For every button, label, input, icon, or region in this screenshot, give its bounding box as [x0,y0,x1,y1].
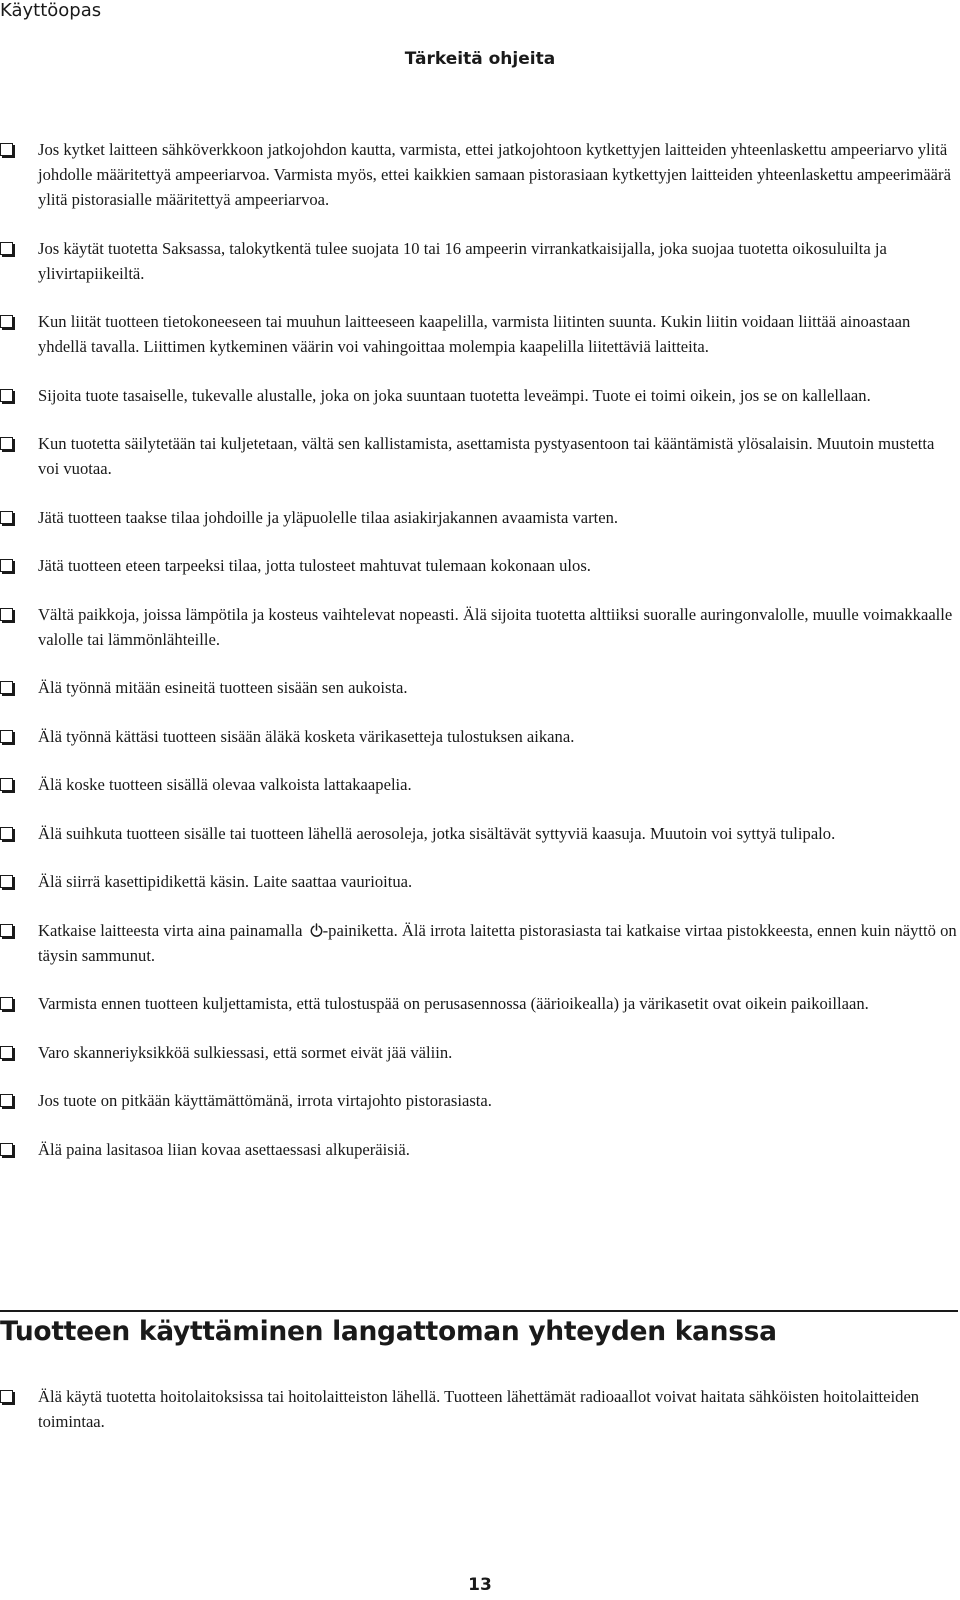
page-number: 13 [468,1575,492,1595]
list-item [0,869,960,894]
list-item [0,1040,960,1065]
wireless-instructions-list [0,1384,960,1458]
instruction-text: Vältä paikkoja, joissa lämpötila ja kosteus vaihtelevat nopeasti. Älä sijoita tuotetta alttiiksi suoralle auringonvalolle, muulle voimakkaalle valolle tai lämmönlähteille. [38,604,953,649]
power-icon [310,923,323,938]
list-item [0,431,960,481]
checkbox-bullet-icon [0,997,13,1010]
list-item [0,602,960,652]
list-item [0,821,960,846]
instruction-text: Jos tuote on pitkään käyttämättömänä, irrota virtajohto pistorasiasta. [38,1091,492,1110]
instruction-text: Varo skanneriyksikköä sulkiessasi, että sormet eivät jää väliin. [38,1042,453,1062]
checkbox-bullet-icon [0,559,13,572]
checkbox-bullet-icon [0,827,13,840]
instruction-text-after-icon: -painiketta. Älä irrota laitetta pistorasiasta tai katkaise virtaa pistokkeesta, ennen kuin näyttö on täysin sammunut. [38,920,957,965]
instruction-text: Sijoita tuote tasaiselle, tukevalle alustalle, joka on joka suuntaan tuotetta leveämpi. Tuote ei toimi oikein, jos se on kallellaan. [38,385,871,405]
instruction-text: Älä työnnä kättäsi tuotteen sisään äläkä kosketa värikasetteja tulostuksen aikana. [38,726,575,746]
instruction-text: Jos käytät tuotetta Saksassa, talokytkentä tulee suojata 10 tai 16 ampeerin virrankatkaisijalla, joka suojaa tuotetta oikosuluilta ja ylivirtapiikeiltä. [38,238,887,283]
list-item [0,1384,960,1434]
instruction-text: Varmista ennen tuotteen kuljettamista, että tulostuspää on perusasennossa (äärioikealla) ja värikasetit ovat oikein paikoillaan. [38,994,869,1013]
list-item [0,309,960,359]
instruction-text: Älä paina lasitasoa liian kovaa asettaessasi alkuperäisiä. [38,1139,410,1159]
list-item [0,553,960,578]
checkbox-bullet-icon [0,389,13,402]
instruction-text: Jätä tuotteen eteen tarpeeksi tilaa, jotta tulosteet mahtuvat tulemaan kokonaan ulos. [38,556,591,575]
checkbox-bullet-icon [0,875,13,888]
checkbox-bullet-icon [0,681,13,694]
list-item [0,724,960,749]
checkbox-bullet-icon [0,924,13,937]
checkbox-bullet-icon [0,778,13,791]
list-item [0,505,960,530]
list-item [0,1088,960,1113]
instruction-text: Älä siirrä kasettipidikettä käsin. Laite saattaa vaurioitua. [38,872,413,891]
list-item [0,1137,960,1162]
instruction-text: Älä työnnä mitään esineitä tuotteen sisään sen aukoista. [38,678,408,697]
checkbox-bullet-icon [0,1046,13,1059]
list-item [0,236,960,286]
list-item [0,137,960,212]
checkbox-bullet-icon [0,437,13,450]
checkbox-bullet-icon [0,511,13,524]
checkbox-bullet-icon [0,730,13,743]
instruction-text: Älä käytä tuotetta hoitolaitoksissa tai hoitolaitteiston lähellä. Tuotteen lähettämät radioaallot voivat haitata sähköisten hoitolaitteiden toimintaa. [38,1387,920,1431]
list-item [0,918,960,968]
instruction-text: Kun liität tuotteen tietokoneeseen tai muuhun laitteeseen kaapelilla, varmista liitinten suunta. Kukin liitin voidaan liittää ainoastaan yhdellä tavalla. Liittimen kytkeminen väärin voi vahingoittaa molempia kaapelilla liitettäviä laitteita. [38,312,911,356]
running-title: Käyttöopas [0,0,102,21]
list-item [0,675,960,700]
instruction-text: Jätä tuotteen taakse tilaa johdoille ja yläpuolelle tilaa asiakirjakannen avaamista varten. [38,507,619,527]
instruction-text: Jos kytket laitteen sähköverkkoon jatkojohdon kautta, varmista, ettei jatkojohtoon kytkettyjen laitteiden yhteenlaskettu ampeeriarvo ylitä johdolle määritettyä ampeeriarvoa. Varmista myös, ettei kaikkien samaan pistorasiaan kytkettyjen laitteiden yhteenlaskettu ampeerimäärä ylitä pistorasialle määritettyä ampeeriarvoa. [38,140,951,209]
checkbox-bullet-icon [0,1143,13,1156]
list-item [0,991,960,1016]
checkbox-bullet-icon [0,608,13,621]
checkbox-bullet-icon [0,1094,13,1107]
list-item [0,772,960,797]
checkbox-bullet-icon [0,143,13,156]
checkbox-bullet-icon [0,242,13,255]
wireless-section-heading: Tuotteen käyttäminen langattoman yhteyden kanssa [0,1310,958,1347]
section-title: Tärkeitä ohjeita [404,49,556,69]
checkbox-bullet-icon [0,1390,13,1403]
safety-instructions-list [0,137,960,1185]
checkbox-bullet-icon [0,315,13,328]
instruction-text: Kun tuotetta säilytetään tai kuljetetaan, vältä sen kallistamista, asettamista pystyasentoon tai kääntämistä ylösalaisin. Muutoin mustetta voi vuotaa. [38,434,935,478]
list-item [0,383,960,408]
instruction-text-before-icon: Katkaise laitteesta virta aina painamalla [38,920,303,940]
instruction-text: Älä koske tuotteen sisällä olevaa valkoista lattakaapelia. [38,775,412,794]
instruction-text: Älä suihkuta tuotteen sisälle tai tuotteen lähellä aerosoleja, jotka sisältävät syttyviä kaasuja. Muutoin voi syttyä tulipalo. [38,823,836,843]
